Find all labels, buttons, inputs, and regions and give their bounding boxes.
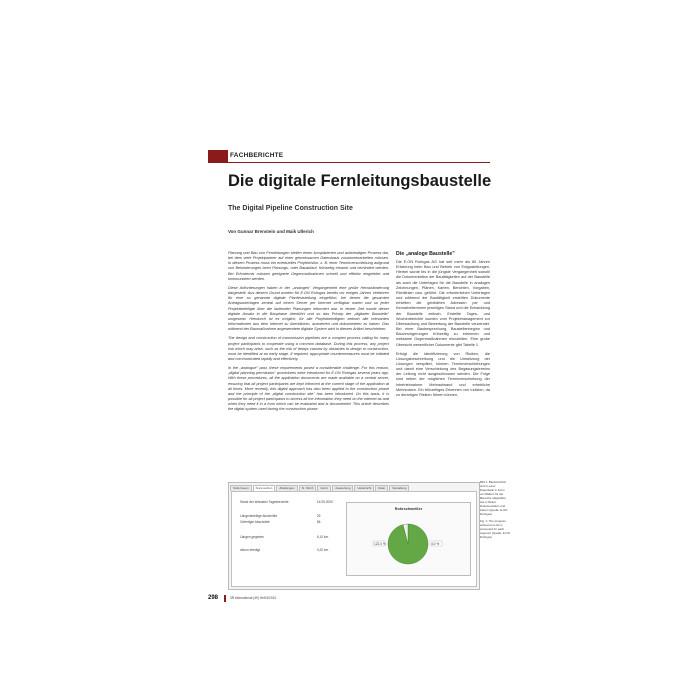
- screenshot-tab[interactable]: Auswertung: [332, 485, 353, 491]
- body-column: [396, 251, 490, 402]
- screenshot-panel: [231, 491, 477, 587]
- body-paragraph: Die E.ON Ruhrgas AG hat seit mehr als 80 Jahren Erfahrung beim Bau und Betrieb von Erdgasleitungen. Hierbei wurde bis in die jüngste Vergangenheit sowohl die Dokumentation der Bautätigkeiten auf der Baustelle als auch die Unterlagen für die Baustelle in analogen Zeichnungen, Plänen, Karten, Berichten, Vorgaben, Richtlinien usw. geführt. Die erforderlichen Unterlagen und während der Bautätigkeit erstellten Dokumente erhielten die gebildeten Adressen per und Kernarbeiterinnen jeweiligen Stand und die Entwicklung der Baustelle zeitnah. Erstellte Tages- und Wochenberichte wurden vom Projektmanagement zur Überwachung und Bewertung der Baustelle verwendet. Bei einer Baubesprechung, Baustellenbeginn und Bauverzögerungen frühzeitig zu erkennen und wirksame Gegenmaßnahmen einzuleiten. Eine grobe Übersicht wesentlicher Dokumente gibt Tabelle 1.: [396, 260, 490, 347]
- field-label: Längen gegeben: [240, 535, 264, 539]
- section-heading: Die „analoge Baustelle": [396, 251, 455, 257]
- field-row: [240, 514, 320, 518]
- screenshot-tab[interactable]: Uebersicht: [354, 485, 374, 491]
- field-value: 66: [316, 520, 321, 524]
- field-label: Stand der erfassten Tagesberichte: [240, 500, 289, 504]
- screenshot-tab[interactable]: Grünl.: [317, 485, 331, 491]
- caption-de: Bild 1: Baufortschritt wird in einer Datenbank in Form von Balken für die Bereiche abgebildet wie in Reiter Dokumentation und Karten (Quelle: E.ON Ruhrgas): [480, 480, 508, 516]
- field-value: 29: [316, 514, 321, 518]
- abstract-en-paragraph: The design and construction of transmission pipelines are a complex process calling for many project participants to cooperate using a common database. During this process, any project risk which may arise, such as the risk of delays caused by obstacles to design or construction, must be identified at an early stage. If required, appropriate countermeasures must be initiated and communicated rapidly and effectively.: [228, 336, 389, 361]
- chart-title: Rohrschweißer: [394, 507, 423, 511]
- field-label: davon erledigt: [240, 548, 261, 552]
- figure-caption: [480, 480, 510, 542]
- journal-name: 3R international (49) Heft 5/2010: [230, 596, 277, 600]
- screenshot-tab-active[interactable]: Kreis suchen: [253, 485, 276, 491]
- abstract-de-paragraph: Diese Anforderungen haben in der „analogen" Vergangenheit eine große Herausforderung dargestellt. Aus diesem Grund wurden für E.ON Ruhrgas bereits vor einigen Jahren Verfahren für eine so genannte digitale Planfeststellung eingeführt, bei denen die gesamten Antragsunterlagen zentral auf einem Server per Internet verfügbar waren und so jeder Projektbeteiligte über die laufenden Planungen informiert war. In letzter Zeit wurde dieser digitale Ansatz in die Bauphase übertührt und so das Prinzip der „digitalen Baustelle" umgesetzt. Hierdurch ist es möglich, für alle Projektbeteiligten zeitnah alle relevanten Informationen aus dem Internet zu überblicken, auswerten und dokumentiert zu haben. Das während der Baumaßnahme angewendete digitale System wird in diesem Artikel beschrieben.: [228, 285, 389, 332]
- article-subtitle: The Digital Pipeline Construction Site: [228, 205, 353, 212]
- slice-label: 122,0 %: [374, 541, 386, 546]
- field-label: Gefertigte Abschnitte: [240, 520, 270, 524]
- article-authors: Von Gunnar Brenstein und Maik Ullerich: [228, 229, 314, 234]
- field-row: [240, 500, 333, 504]
- pie-chart: [347, 503, 470, 575]
- footer-divider: [224, 595, 226, 602]
- field-label: Länge/anteilige Abschnitte: [240, 514, 278, 518]
- section-label: FACHBERICHTE: [230, 152, 284, 159]
- screenshot-tab[interactable]: Abteilungen: [276, 485, 297, 491]
- screenshot-tab[interactable]: Verwaltung: [389, 485, 409, 491]
- abstract-de-paragraph: Planung und Bau von Fernleitungen stellen einen komplizierten und aufwendigen Prozess dar, bei dem viele Projektpartner auf einer gemeinsamen Datenbasis zusammenarbeiten müssen. In diesem Prozess muss ein eventuelles Projektrisiko, z. B. einer Terminverschiebung aufgrund von Behinderungen beim Planungs- oder Bauablauf, frühzeitig erkannt und verhindert werden. Bei Erfordernis müssen geeignete Gegenmaßnahmen schnell und effektiv eingeleitet und kommuniziert werden.: [228, 251, 389, 281]
- page-number: 298: [208, 595, 219, 601]
- body-text: [396, 260, 490, 398]
- pie-chart-panel: [346, 502, 471, 576]
- section-marker: [208, 150, 228, 163]
- section-rule: [228, 162, 490, 163]
- abstract-column: [228, 251, 389, 417]
- page-footer: [208, 595, 492, 604]
- screenshot-tab[interactable]: Stufe bauen: [230, 485, 252, 491]
- screenshot-tab[interactable]: Datei: [375, 485, 388, 491]
- slice-label: 4,0 %: [431, 541, 440, 546]
- article-title: Die digitale Fernleitungsbaustelle: [228, 172, 492, 190]
- field-value: 0,20 km: [316, 548, 329, 552]
- screenshot-tab[interactable]: St. Strich: [299, 485, 317, 491]
- figure-screenshot: [228, 482, 480, 590]
- field-row: [240, 548, 328, 552]
- field-row: [240, 535, 328, 539]
- field-row: [240, 520, 320, 524]
- caption-en: Fig. 1: The progress achieved so far is presented for each segment (Quelle: E.ON Ruhrgas): [480, 519, 510, 539]
- field-value: 6,10 km: [316, 535, 329, 539]
- abstract-en-paragraph: In the „analogue" past, these requirements posed a considerable challenge. For this reason, „digital planning permission" procedures were introduced for E.ON Ruhrgas several years ago. With these procedures, all the application documents are made available on a central server, ensuring that all project participants are kept informed at the current stage of the application at all times. More recently, this digital approach has also been applied to the construction phase and the principle of the „digital construction site" has been introduced. On this basis, it is possible for all project participants to access all the information they need on the internet as and when they need it in a form which can be evaluated and is documented. This article describes the digital system used during the construction phase.: [228, 366, 389, 412]
- field-value: 16.09.2000: [316, 500, 333, 504]
- body-paragraph: Erfolgt die Identifizierung von Risiken, die Lösungsbeschreibung und die Umsetzung der Lösungen verspätet, können Terminverschiebungen und damit eine Verschiebung des Begasungstermins der Leitung nicht ausgeschlossen werden. Die Folge sind neben der möglichen Terminverschiebung der Inbetriebnahme Mehraufwand und erhebliche Mehrkosten. Ein frühzeitiges Erkennen von Indizien, da zu derartigen Risiken führen können,: [396, 351, 490, 397]
